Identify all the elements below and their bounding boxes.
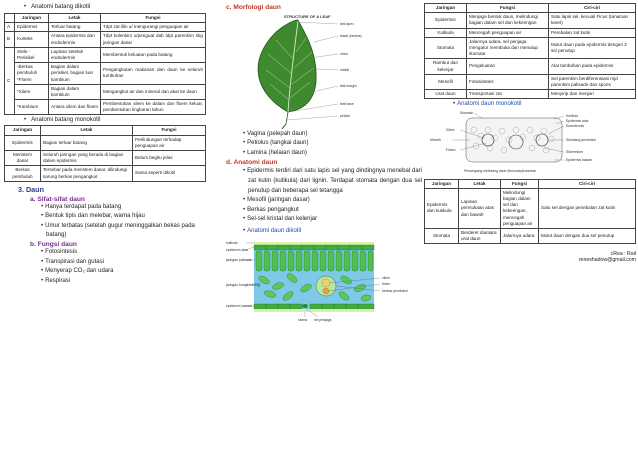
petiole-line: [282, 124, 286, 129]
list-item: • Berkas pengangkut: [248, 206, 422, 215]
upper-cuticle: [254, 242, 374, 245]
diagram-label: stoma: [298, 317, 308, 322]
table-header-row: Jaringan Letak Fungsi: [5, 126, 206, 135]
diagram-label: Stomata: [460, 110, 473, 115]
list-item: • Sel-sel kristal dan kelenjar: [248, 215, 422, 224]
table-batang-monokotil: [4, 125, 206, 181]
list-item: • Umur terbatas (setelah gugur meninggalkan bekas pada batang): [46, 222, 206, 241]
phloem-shape: [323, 288, 329, 294]
left-column: [4, 0, 206, 286]
diagram-label: Epidermis atas: [566, 118, 589, 123]
table-row: Berkas pembuluh Tersebar pada meristem dasar, dilindungi sarung berkas pengangkut Sama seperti dikotil: [5, 166, 206, 181]
lower-cuticle: [254, 309, 374, 312]
leaf-blade-shape: [258, 20, 316, 124]
diagram-label: epidermis atas: [226, 247, 249, 252]
leaf-label: leaf apex: [340, 22, 354, 26]
diagram-label: Sklerenkim: [566, 149, 583, 154]
lower-epidermis-cells: [254, 304, 374, 309]
credit-author: cRea : Rail: [610, 251, 636, 258]
diagram-label: Floem: [446, 147, 456, 152]
table-row: -Berkas pembuluh *Floem Bagian dalam perisikel, bagian luar kambium Pengangkutan makanan dan daun ke seluruh tumbuhan: [5, 63, 206, 85]
subsection-fungsi-daun: b. Fungsi daun: [30, 241, 77, 249]
table-header-row: Jaringan Letak Fungsi Ciri-ciri: [425, 179, 636, 188]
leaf-label: leaf base: [340, 102, 354, 106]
table-row: Mesofil Fotosintesis Sel parenkim berdiferensiasi mjd parenkim palisade dan spons: [425, 74, 636, 89]
right-column: [424, 0, 636, 263]
xylem-shape: [322, 279, 330, 287]
dicot-leaf-diagram: [226, 238, 416, 322]
table-row: Epidermis Bagian terluar batang Perlindungan terhadap penguapan air: [5, 135, 206, 150]
monocot-leaf-outline: [466, 118, 562, 162]
table-daun-monokotil: [424, 179, 636, 245]
heading-daun-dikotil: • Anatomi daun dikotil: [248, 227, 422, 236]
list-item: • Fotosintesis: [46, 248, 206, 257]
leaf-label: petiole: [340, 114, 350, 118]
table-header-row: Jaringan Fungsi Ciri-ciri: [425, 4, 636, 13]
diagram-label: epidermis bawah: [226, 303, 252, 308]
subsection-morfologi-daun: c. Morfologi daun: [226, 4, 281, 11]
bullet-icon: [24, 117, 28, 123]
table-row: B Korteks Antara epidermis dan endodermis Tdpt kolenkim u/penguat dab tdpt parenkim sbg jaringan dasar: [5, 32, 206, 47]
table-row: Kutikula Mencegah penguapan air Perebalan zat kutin: [425, 28, 636, 37]
diagram-label: floem: [382, 281, 391, 286]
subsection-anatomi-daun: d. Anatomi daun: [226, 159, 278, 167]
list-item: • Respirasi: [46, 277, 206, 286]
table-row: Meristem dasar Seluruh jaringan yang berada di bagian dalam epidermis Belum begitu jelas: [5, 151, 206, 166]
leaf-structure-figure: [226, 12, 422, 130]
leaf-label: blade (lamina): [340, 34, 362, 38]
diagram-caption: Penampang melintang daun Monocotyledoneae: [464, 168, 537, 173]
list-item: • Petiolus (tangkai daun): [248, 139, 422, 148]
diagram-label: sel penjaga: [314, 317, 332, 322]
middle-column: [226, 0, 422, 322]
diagram-label: Kutikula: [566, 113, 579, 118]
palisade-cells: [256, 251, 373, 271]
diagram-label: xilem: [382, 275, 390, 280]
diagram-label: Seludang pembuluh: [566, 137, 597, 142]
table-row: Rambut dan kelenjar Pengeluaran Alat tambahan pada epidermis: [425, 59, 636, 74]
upper-epidermis-cells: [254, 245, 374, 250]
diagram-label: berkas pembuluh: [382, 288, 409, 293]
list-item: • Lamina (helaian daun): [248, 149, 422, 158]
heading-daun-monokotil: • Anatomi daun monokotil: [458, 100, 636, 109]
heading-batang-monokotil: • Anatomi batang monokotil: [24, 117, 206, 123]
table-jaringan-daun: [424, 3, 636, 99]
list-item: • Transpirasi dan gutasi: [46, 258, 206, 267]
diagram-label: jaringan palisade: [226, 257, 252, 262]
list-item: • Hanya terdapat pada batang: [46, 203, 206, 212]
list-item: • Mesofil (jaringan dasar): [248, 196, 422, 205]
list-item: • Vagina (pelepah daun): [248, 130, 422, 139]
table-row: *Kambium Antara xilem dan floem Pembentukan xilem ke dalam dan floem keluar, pembentukan lingkaran tahun: [5, 100, 206, 115]
diagram-label: Xilem: [446, 127, 455, 132]
bullet-icon: [24, 4, 28, 10]
diagram-label: jaringan bunga karang: [226, 282, 260, 287]
diagram-label: Epidermis bawah: [566, 157, 593, 162]
leaf-figure-title: STRUCTURE OF A LEAF: [284, 14, 331, 19]
credit-email: reneshadow@gmail.com: [578, 257, 636, 264]
table-row: A Epidermis Terluar batang Tdpt zat lilin u/ mengurangi penguapan air: [5, 23, 206, 32]
leaf-label: midrib: [340, 68, 350, 72]
monocot-leaf-diagram: [424, 110, 636, 176]
diagram-label: Mesofil: [430, 137, 441, 142]
table-row: Stomata Jalannya udara, sel penjaga mengatur membuka dan menutup stomata Mulut daun pada epidermis dengan 2 sel penutup: [425, 37, 636, 59]
table-row: Stomata Berderet diantara urat daun Jalannya udara Mulut daun dengan dua sel penutup: [425, 228, 636, 243]
leaf-label: veins: [340, 52, 348, 56]
table-row: *Xilem Bagian dalam kambium Mengangkut air dan mineral dan akar ke daun: [5, 84, 206, 99]
list-item: • Menyerap CO₂ dan udara: [46, 267, 206, 276]
subsection-sifat-daun: a. Sifat-sifat daun: [30, 195, 85, 203]
table-row: Epidermis Menjaga bentuk daun, melindungi bagian dalam sel dan kekeringan Satu lapis sel, kecuali Ficus (tanaman karet): [425, 13, 636, 28]
leaf-label: leaf margin: [340, 84, 357, 88]
table-header-row: Jaringan Letak Fungsi: [5, 14, 206, 23]
list-item: • Bentuk tipis dan melebar, warna hijau: [46, 212, 206, 221]
section-daun: 3. Daun: [18, 184, 44, 194]
table-row: Urat daun Transportasi zat Menyirip dan menjari: [425, 90, 636, 99]
guard-cell-shape: [302, 304, 308, 308]
table-batang-dikotil: [4, 13, 206, 115]
table-row: C Stele -Perisikel Lapisan setelah endodermis Membentuk keluatan pada batang: [5, 47, 206, 62]
table-row: Epidermis dan kutikula Lapisan permukaan atas dan bawah Melindungi bagian dalam sel dan kekeringan, mencegah penguapan air Satu sel dengan penebalan zat kutin: [425, 188, 636, 228]
diagram-label: kutikula: [226, 240, 238, 245]
list-item: • Epidermis terdiri dari satu lapis sel yang dindingnya menebal dari zat kutin (kutikula) dari lignin. Terdapat stomata dengan dua sel penutup dan beberapa sel tetangga: [248, 166, 422, 196]
heading-batang-dikotil: • Anatomi batang dikotil: [24, 4, 206, 10]
diagram-label: Endodermis: [566, 123, 585, 128]
